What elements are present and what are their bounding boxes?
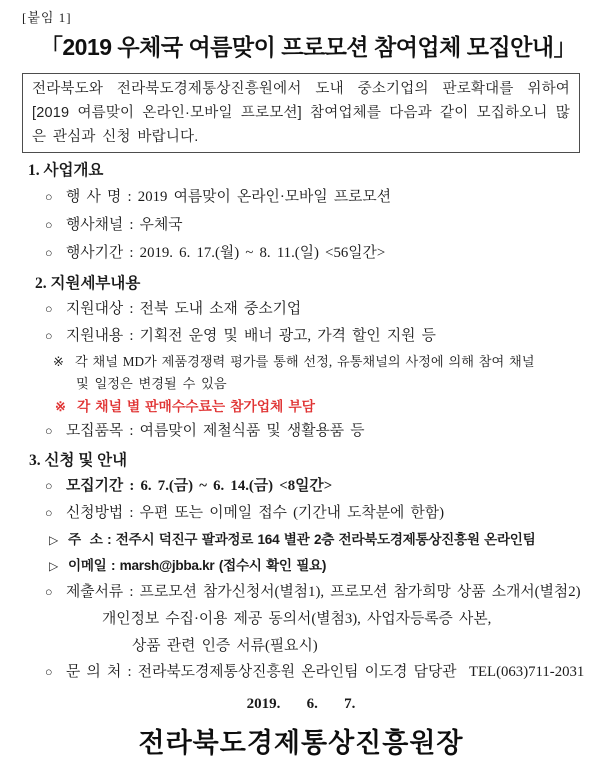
list-item bbox=[22, 239, 580, 267]
page-title: 「2019 우체국 여름맞이 프로모션 참여업체 모집안내」 bbox=[39, 34, 577, 60]
section-heading: 3. 신청 및 안내 bbox=[29, 452, 128, 469]
email-text: 이메일 : marsh@jbba.kr (접수시 확인 필요) bbox=[68, 558, 327, 573]
contact-item bbox=[22, 660, 585, 685]
section-heading: 1. 사업개요 bbox=[28, 162, 104, 179]
warning-note bbox=[22, 395, 580, 418]
date-line: 2019. 6. 7. bbox=[246, 696, 356, 712]
intro-text: 전라북도와 전라북도경제통상진흥원에서 도내 중소기업의 판로확대를 위하여 [2019 여름맞이 온라인·모바일 프로모션] 참여업체를 다음과 같이 모집하오니 많은 관심과 신청 바랍니다. bbox=[32, 81, 570, 145]
item-text: 모집품목 : 여름맞이 제철식품 및 생활용품 등 bbox=[66, 423, 365, 439]
item-text: 신청방법 : 우편 또는 이메일 접수 (기간내 도착분에 한함) bbox=[66, 505, 445, 521]
circle-bullet-icon: ○ bbox=[45, 665, 53, 679]
address-text: 주 소 : 전주시 덕진구 팔과정로 164 별관 2층 전라북도경제통상진흥원 온라인팀 bbox=[68, 532, 536, 547]
circle-bullet-icon: ○ bbox=[45, 479, 53, 493]
item-text: 행 사 명 : 2019 여름맞이 온라인·모바일 프로모션 bbox=[66, 189, 392, 205]
list-item bbox=[22, 323, 580, 350]
address-item bbox=[22, 527, 580, 553]
note-text: 및 일정은 변경될 수 있음 bbox=[76, 376, 227, 391]
list-item bbox=[22, 500, 580, 527]
issuer-signature: 전라북도경제통상진흥원장 bbox=[138, 728, 464, 758]
list-item bbox=[22, 183, 580, 211]
list-item bbox=[22, 473, 580, 500]
circle-bullet-icon: ○ bbox=[45, 190, 53, 204]
item-text: 행사기간 : 2019. 6. 17.(월) ~ 8. 11.(일) <56일간> bbox=[66, 245, 386, 261]
list-item bbox=[22, 418, 580, 445]
circle-bullet-icon: ○ bbox=[45, 506, 53, 520]
item-text: 모집기간 : 6. 7.(금) ~ 6. 14.(금) <8일간> bbox=[66, 478, 333, 494]
section-business-overview bbox=[22, 159, 580, 267]
note-continuation bbox=[22, 373, 580, 395]
note-item bbox=[22, 350, 580, 373]
contact-text: 문 의 처 : 전라북도경제통상진흥원 온라인팀 이도경 담당관 TEL(063)711-2031 bbox=[66, 664, 585, 680]
triangle-bullet-icon: ▷ bbox=[49, 559, 59, 573]
item-text: 지원내용 : 기획전 운영 및 배너 광고, 가격 할인 지원 등 bbox=[66, 328, 436, 344]
list-item bbox=[22, 211, 580, 239]
intro-box bbox=[22, 73, 580, 153]
item-text: 제출서류 : 프로모션 참가신청서(별첨1), 프로모션 참가희망 상품 소개서(별첨2) bbox=[66, 584, 581, 600]
triangle-bullet-icon: ▷ bbox=[49, 533, 59, 547]
reference-mark-icon: ※ bbox=[53, 354, 64, 369]
item-text: 상품 관련 인증 서류(필요시) bbox=[132, 638, 318, 654]
reference-mark-icon: ※ bbox=[55, 399, 66, 414]
item-text: 지원대상 : 전북 도내 소재 중소기업 bbox=[66, 301, 302, 317]
circle-bullet-icon: ○ bbox=[45, 585, 53, 599]
section-support-details bbox=[22, 272, 580, 445]
item-text: 개인정보 수집·이용 제공 동의서(별첨3), 사업자등록증 사본, bbox=[102, 611, 492, 627]
circle-bullet-icon: ○ bbox=[45, 302, 53, 316]
item-text: 행사채널 : 우체국 bbox=[66, 217, 183, 233]
circle-bullet-icon: ○ bbox=[45, 424, 53, 438]
item-continuation bbox=[22, 606, 580, 633]
warning-text: 각 채널 별 판매수수료는 참가업체 부담 bbox=[77, 399, 315, 414]
item-continuation bbox=[22, 633, 580, 660]
section-heading: 2. 지원세부내용 bbox=[35, 275, 141, 292]
list-item bbox=[22, 296, 580, 323]
attachment-label: [붙임 1] bbox=[22, 10, 72, 25]
note-text: 각 채널 MD가 제품경쟁력 평가를 통해 선정, 유통채널의 사정에 의해 참여 채널 bbox=[75, 354, 535, 369]
section-application-info bbox=[22, 449, 585, 685]
circle-bullet-icon: ○ bbox=[45, 329, 53, 343]
list-item bbox=[22, 579, 580, 606]
email-item bbox=[22, 553, 580, 579]
circle-bullet-icon: ○ bbox=[45, 218, 53, 232]
circle-bullet-icon: ○ bbox=[45, 246, 53, 260]
